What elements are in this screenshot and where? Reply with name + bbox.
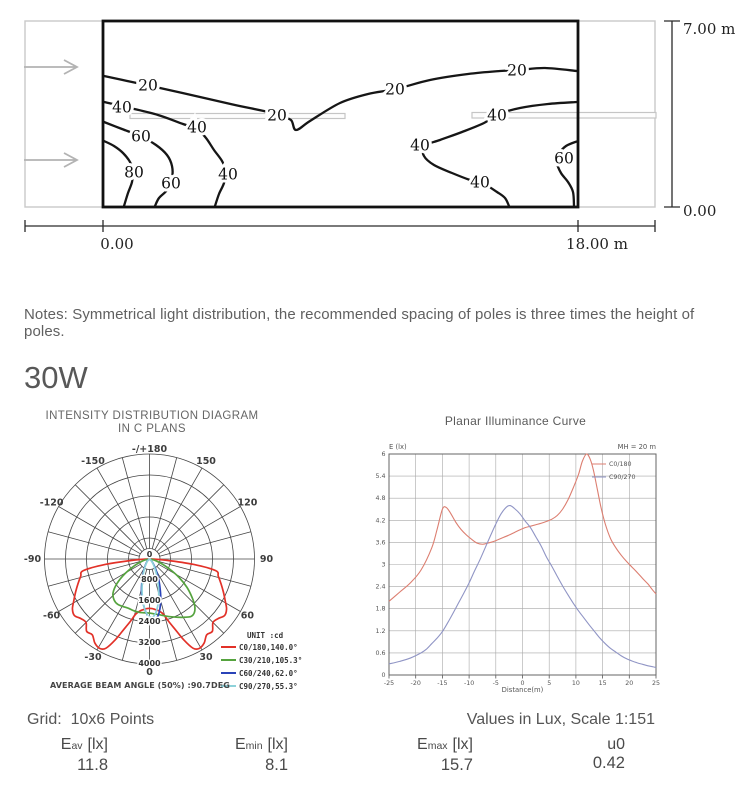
stats-table xyxy=(0,736,750,780)
y-tick-label: 0.6 xyxy=(375,649,386,657)
polar-angle-label: -90 xyxy=(23,554,42,565)
dim-x-min-label: 0.00 xyxy=(100,235,134,253)
wattage-heading: 30W xyxy=(24,360,88,395)
polar-angle-label: -120 xyxy=(39,497,64,509)
stat-value: 11.8 xyxy=(77,756,108,774)
x-tick-label: -20 xyxy=(410,680,421,687)
polar-legend xyxy=(221,631,302,691)
contour-level-label: 40 xyxy=(410,136,430,155)
legend-entry: C30/210,105.3° xyxy=(239,656,303,665)
right-dimension-line xyxy=(664,21,680,207)
polar-radial-label: 2400 xyxy=(138,617,161,626)
polar-title-line2: IN C PLANS xyxy=(118,423,186,435)
y-tick-label: 0 xyxy=(381,672,386,679)
stat-label: Emin [lx] xyxy=(234,736,288,753)
stat-av xyxy=(0,736,108,774)
legend-entry: C60/240,62.0° xyxy=(239,669,298,678)
y-tick-label: 2.4 xyxy=(375,583,386,591)
x-tick-label: -10 xyxy=(463,680,475,687)
flow-arrow-icon xyxy=(24,153,77,167)
polar-radial-label: 4000 xyxy=(138,659,161,668)
stat-value: 0.42 xyxy=(592,754,625,772)
flow-arrow-icon xyxy=(24,60,77,74)
dim-y-max-label: 7.00 m xyxy=(683,20,736,38)
polar-angle-label: -/+180 xyxy=(131,444,168,455)
legend-entry: C0/180 xyxy=(609,461,632,468)
stat-value: 8.1 xyxy=(265,756,288,774)
dim-x-max-label: 18.00 m xyxy=(566,235,628,253)
x-tick-label: -5 xyxy=(492,680,499,687)
polar-angle-label: 150 xyxy=(196,456,216,468)
x-tick-label: 5 xyxy=(547,680,552,687)
stat-value: 15.7 xyxy=(440,756,473,774)
polar-unit-label: UNIT :cd xyxy=(247,631,284,640)
y-tick-label: 6 xyxy=(381,451,386,458)
planar-illuminance-chart xyxy=(370,400,750,700)
legend-entry: C0/180,140.0° xyxy=(239,643,298,652)
polar-title-line1: INTENSITY DISTRIBUTION DIAGRAM xyxy=(45,410,259,422)
y-tick-label: 3.6 xyxy=(375,539,386,547)
contour-level-label: 40 xyxy=(187,118,207,137)
polar-radial-label: 1600 xyxy=(138,596,161,605)
polar-angle-label: 60 xyxy=(240,610,255,622)
polar-radial-label: 3200 xyxy=(138,638,161,647)
dim-y-min-label: 0.00 xyxy=(683,202,717,220)
grid-points-label: Grid: 10x6 Points xyxy=(27,711,155,728)
x-tick-label: 0 xyxy=(520,680,525,687)
stat-label: Eav [lx] xyxy=(60,736,108,753)
y-tick-label: 4.2 xyxy=(375,517,386,525)
planar-axis-ticks xyxy=(389,675,656,679)
contour-level-label: 40 xyxy=(470,173,490,192)
stat-min xyxy=(108,736,288,774)
planar-y-axis-label: E (lx) xyxy=(389,443,407,451)
avg-beam-angle-label: AVERAGE BEAM ANGLE (50%) :90.7DEG xyxy=(50,681,230,690)
polar-angle-label: -60 xyxy=(43,610,61,622)
x-tick-label: 20 xyxy=(625,680,634,687)
stat-u0 xyxy=(445,736,625,772)
isolux-contour-diagram xyxy=(0,0,750,260)
legend-entry: C90/270,55.3° xyxy=(239,682,298,691)
x-tick-label: 10 xyxy=(571,680,580,687)
x-tick-label: 25 xyxy=(651,680,661,687)
contour-level-label: 60 xyxy=(131,127,151,146)
planar-chart-title: Planar Illuminance Curve xyxy=(444,414,587,428)
contour-level-label: 60 xyxy=(161,174,181,193)
contour-level-label: 80 xyxy=(124,163,144,182)
planar-x-axis-label: Distance(m) xyxy=(501,686,544,694)
polar-angle-label: 120 xyxy=(237,497,258,509)
polar-angle-label: 0 xyxy=(146,667,153,678)
contour-level-label: 20 xyxy=(507,61,527,80)
y-tick-label: 5.4 xyxy=(375,473,386,481)
bottom-dimension-line xyxy=(25,220,655,232)
polar-angle-label: -30 xyxy=(84,651,102,663)
contour-level-label: 20 xyxy=(267,106,287,125)
contour-level-label: 40 xyxy=(112,98,132,117)
y-tick-label: 1.2 xyxy=(375,627,386,635)
contour-level-label: 60 xyxy=(554,149,574,168)
legend-entry: C90/270 xyxy=(609,474,636,481)
contour-level-label: 20 xyxy=(385,80,405,99)
y-tick-label: 4.8 xyxy=(375,495,386,503)
polar-angle-label: -150 xyxy=(81,456,105,468)
planar-grid xyxy=(389,454,656,675)
values-scale-label: Values in Lux, Scale 1:151 xyxy=(466,711,655,728)
contour-level-label: 40 xyxy=(218,165,238,184)
stat-label: Emax [lx] xyxy=(417,736,473,753)
polar-center-label: 0 xyxy=(146,550,153,559)
x-tick-label: 15 xyxy=(598,680,607,687)
contour-level-label: 20 xyxy=(138,76,158,95)
polar-angle-label: 30 xyxy=(199,651,213,663)
intensity-distribution-diagram xyxy=(0,400,340,700)
polar-angle-label: 90 xyxy=(259,554,274,565)
stat-label: u0 xyxy=(607,736,625,753)
contour-level-label: 40 xyxy=(487,106,507,125)
y-tick-label: 1.8 xyxy=(375,605,386,613)
planar-corner-label: MH = 20 m xyxy=(617,443,656,451)
y-tick-label: 3 xyxy=(381,561,386,569)
x-tick-label: -25 xyxy=(383,680,395,687)
notes-text: Notes: Symmetrical light distribution, the recommended spacing of poles is three times the height of poles. xyxy=(24,306,695,340)
polar-radial-label: 800 xyxy=(141,575,158,584)
x-tick-label: -15 xyxy=(437,680,448,687)
